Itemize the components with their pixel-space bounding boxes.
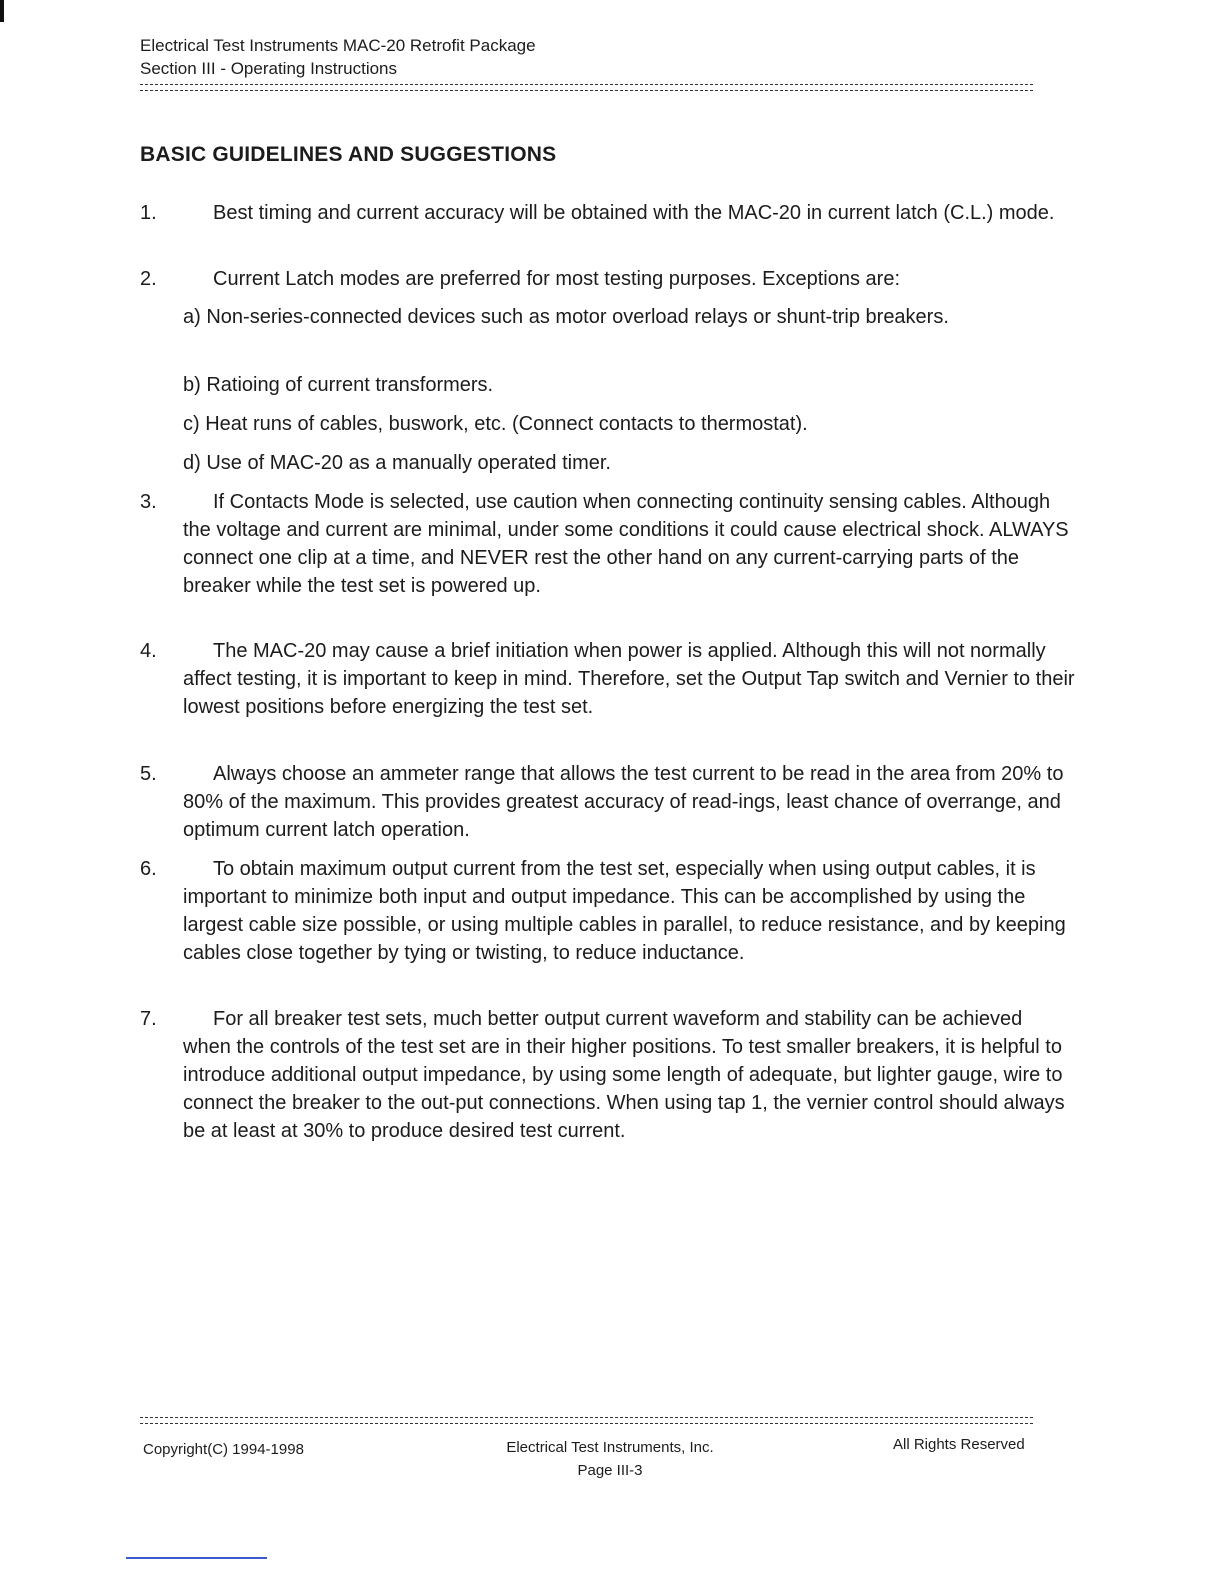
item-text: For all breaker test sets, much better output current waveform and stability can be achieved when the controls of the test set are in their higher positions. To test smaller breakers, it is helpful to introduce additional output impedance, by using some length of adequate, but lighter gauge, wire to connect the breaker to the out-put connections. When using tap 1, the vernier control should always be at least at 30% to produce desired test current. [183, 1008, 1065, 1142]
item-number: 6. [140, 858, 157, 880]
exception-item: a) Non-series-connected devices such as motor overload relays or shunt-trip breakers. [183, 306, 949, 328]
item-number: 2. [140, 268, 157, 290]
exception-item: b) Ratioing of current transformers. [183, 374, 494, 396]
item-text: If Contacts Mode is selected, use caution when connecting continuity sensing cables. Although the voltage and current are minimal, under some conditions it could cause electrical shock. ALWAYS connect one clip at a time, and NEVER rest the other hand on any current-carrying parts of the breaker while the test set is powered up. [183, 491, 1069, 597]
item-text: Always choose an ammeter range that allows the test current to be read in the area from 20% to 80% of the maximum. This provides greatest accuracy of read-ings, least chance of overrange, and optimum current latch operation. [183, 763, 1064, 841]
item-text: Best timing and current accuracy will be obtained with the MAC-20 in current latch (C.L.) mode. [213, 202, 1055, 224]
scan-edge-mark [0, 0, 4, 22]
item-number: 1. [140, 202, 157, 224]
item-number: 4. [140, 640, 157, 662]
footer-rights: All Rights Reserved [893, 1436, 1025, 1453]
exception-item: c) Heat runs of cables, buswork, etc. (Connect contacts to thermostat). [183, 413, 808, 435]
item-text: Current Latch modes are preferred for most testing purposes. Exceptions are: [213, 268, 901, 290]
section-title: BASIC GUIDELINES AND SUGGESTIONS [140, 143, 557, 166]
item-number: 7. [140, 1008, 157, 1030]
header-section: Section III - Operating Instructions [140, 59, 398, 78]
footer-copyright: Copyright(C) 1994-1998 [143, 1441, 304, 1458]
item-text: To obtain maximum output current from the test set, especially when using output cables, it is important to minimize both input and output impedance. This can be accomplished by using the largest cable size possible, or using multiple cables in parallel, to reduce resistance, and by keeping cables close together by tying or twisting, to reduce inductance. [183, 858, 1066, 964]
item-number: 3. [140, 491, 157, 513]
footer-rule [140, 1417, 1033, 1424]
exception-item: d) Use of MAC-20 as a manually operated timer. [183, 452, 611, 474]
item-text: The MAC-20 may cause a brief initiation when power is applied. Although this will not normally affect testing, it is important to keep in mind. Therefore, set the Output Tap switch and Vernier to their lowest positions before energizing the test set. [183, 640, 1075, 718]
footer-company: Electrical Test Instruments, Inc. [506, 1439, 714, 1456]
item-number: 5. [140, 763, 157, 785]
scan-artifact-line [126, 1557, 267, 1559]
footer-page-number: Page III-3 [577, 1462, 643, 1479]
header-title: Electrical Test Instruments MAC-20 Retrofit Package [140, 36, 536, 55]
header-rule [140, 84, 1033, 91]
